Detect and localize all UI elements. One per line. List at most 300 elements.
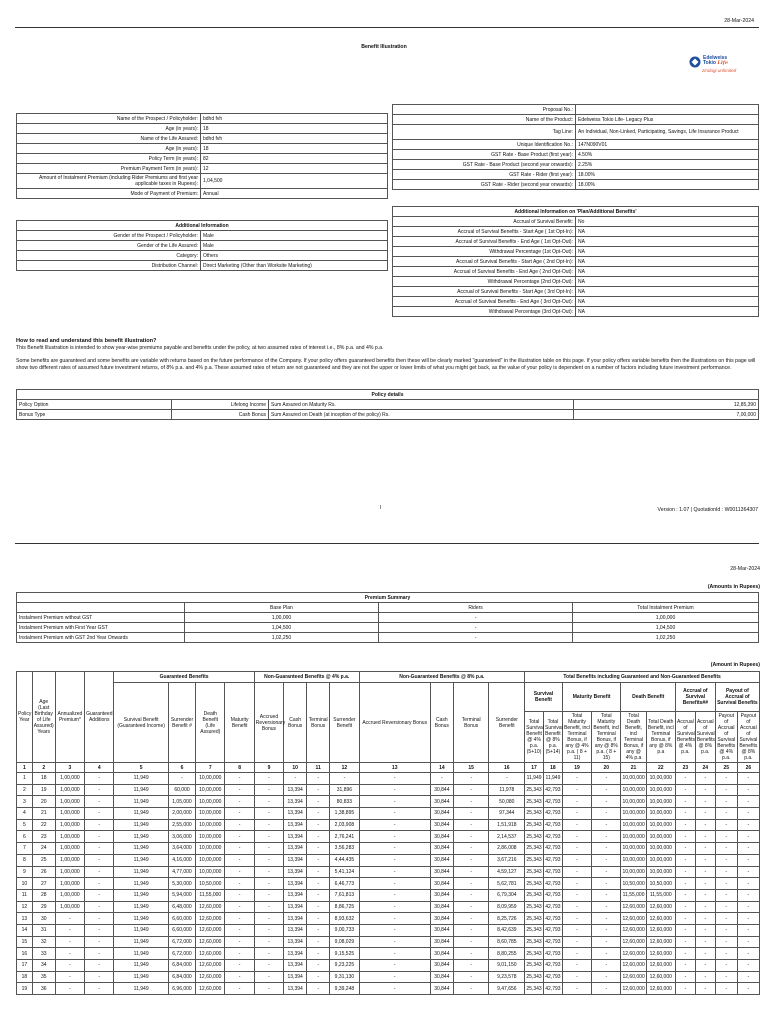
- benefit-header: Age (Last Birthday of Life Assured) Years: [32, 672, 55, 763]
- benefit-cell: 4,77,000: [168, 866, 195, 878]
- benefit-cell: 30,844: [430, 960, 453, 972]
- info-row: [393, 297, 759, 307]
- benefit-cell: -: [359, 936, 430, 948]
- benefit-header: 18: [543, 763, 562, 773]
- benefit-cell: 42,793: [543, 913, 562, 925]
- benefit-cell: -: [225, 971, 254, 983]
- benefit-cell: 1,00,000: [55, 773, 84, 785]
- benefit-cell: -: [453, 878, 489, 890]
- benefit-cell: -: [675, 936, 695, 948]
- benefit-header: Total Maturity Benefit, incl Terminal Bonus, if any @ 4% p.a. ( 8 + 11): [564, 713, 590, 761]
- benefit-cell: 1,00,000: [55, 819, 84, 831]
- benefit-cell: 25,343: [525, 819, 544, 831]
- benefit-cell: -: [55, 983, 84, 995]
- benefit-cell: -: [737, 971, 759, 983]
- info-value: NA: [576, 277, 759, 287]
- info-label: Withdrawal Percentage (3rd Opt-Out):: [393, 307, 576, 317]
- benefit-cell: 30,844: [430, 983, 453, 995]
- benefit-cell: -: [737, 784, 759, 796]
- benefit-cell: -: [592, 924, 621, 936]
- benefit-cell: 6,60,000: [168, 924, 195, 936]
- benefit-cell: 10,50,000: [621, 878, 646, 890]
- benefit-cell: 9,00,733: [330, 924, 359, 936]
- benefit-cell: -: [715, 843, 737, 855]
- benefit-cell: -: [55, 913, 84, 925]
- info-label: Mode of Payment of Premium:: [17, 189, 201, 199]
- table-row: [17, 960, 760, 972]
- benefit-cell: 12,60,000: [621, 936, 646, 948]
- benefit-cell: 42,793: [543, 983, 562, 995]
- info-row: [17, 164, 388, 174]
- benefit-cell: -: [562, 866, 591, 878]
- benefit-cell: -: [254, 796, 283, 808]
- benefit-header: Payout of Accrual of Survival Benefits @ 8% p.a.: [737, 712, 759, 763]
- info-row: [393, 237, 759, 247]
- benefit-cell: 12,60,000: [621, 983, 646, 995]
- benefit-cell: -: [715, 983, 737, 995]
- info-row: [393, 160, 759, 170]
- page-top-rule: [15, 27, 759, 28]
- benefit-cell: 25,343: [525, 831, 544, 843]
- benefit-cell: -: [307, 784, 330, 796]
- page2-date: 28-Mar-2024: [730, 566, 760, 572]
- benefit-cell: -: [592, 948, 621, 960]
- benefit-cell: -: [695, 960, 715, 972]
- benefit-cell: -: [254, 913, 283, 925]
- info-row: [17, 124, 388, 134]
- table-row: [17, 913, 760, 925]
- benefit-cell: 9,47,656: [489, 983, 525, 995]
- benefit-cell: 42,793: [543, 936, 562, 948]
- benefit-cell: 23: [32, 831, 55, 843]
- info-label: Premium Payment Term (in years):: [17, 164, 201, 174]
- proposal-table: [392, 104, 759, 190]
- benefit-cell: 11,949: [114, 948, 168, 960]
- benefit-cell: -: [562, 924, 591, 936]
- benefit-cell: 13,394: [284, 808, 307, 820]
- benefit-cell: -: [592, 901, 621, 913]
- benefit-table: [16, 671, 760, 995]
- benefit-cell: -: [168, 773, 195, 785]
- benefit-cell: -: [715, 913, 737, 925]
- benefit-cell: 10,00,000: [646, 796, 675, 808]
- premium-row: [17, 633, 759, 643]
- benefit-cell: 42,793: [543, 889, 562, 901]
- benefit-cell: -: [225, 901, 254, 913]
- benefit-cell: 10,00,000: [621, 819, 646, 831]
- benefit-cell: -: [85, 878, 114, 890]
- benefit-header: 25: [715, 763, 737, 773]
- benefit-cell: -: [715, 784, 737, 796]
- benefit-cell: 9,15,525: [330, 948, 359, 960]
- benefit-cell: -: [307, 960, 330, 972]
- benefit-header: 6: [168, 763, 195, 773]
- benefit-header: 8: [225, 763, 254, 773]
- benefit-header: Death Benefit: [621, 683, 675, 712]
- benefit-cell: -: [225, 948, 254, 960]
- benefit-cell: -: [254, 901, 283, 913]
- benefit-header: Survival Benefit: [525, 683, 563, 712]
- info-label: GST Rate - Rider (first year):: [393, 170, 576, 180]
- benefit-cell: 10,00,000: [196, 819, 225, 831]
- benefit-cell: 11,949: [114, 983, 168, 995]
- table-row: [17, 878, 760, 890]
- benefit-cell: 8,25,726: [489, 913, 525, 925]
- benefit-cell: 12,60,000: [646, 983, 675, 995]
- info-label: Accrual of Survival Benefits - End Age ( 3rd Opt-Out):: [393, 297, 576, 307]
- benefit-cell: -: [85, 913, 114, 925]
- info-label: GST Rate - Base Product (second year onwards):: [393, 160, 576, 170]
- benefit-cell: -: [695, 924, 715, 936]
- benefit-cell: 42,793: [543, 854, 562, 866]
- info-value: NA: [576, 297, 759, 307]
- info-row: [393, 115, 759, 125]
- benefit-cell: -: [453, 901, 489, 913]
- benefit-cell: 7,61,813: [330, 889, 359, 901]
- benefit-cell: -: [715, 889, 737, 901]
- benefit-header: Cash Bonus: [430, 683, 453, 763]
- table-row: [17, 819, 760, 831]
- benefit-cell: -: [715, 878, 737, 890]
- premium-cell: -: [379, 623, 573, 633]
- benefit-cell: -: [307, 913, 330, 925]
- benefit-cell: -: [307, 843, 330, 855]
- benefit-cell: 10,00,000: [196, 854, 225, 866]
- benefit-cell: 3,56,283: [330, 843, 359, 855]
- benefit-cell: 30,844: [430, 866, 453, 878]
- benefit-header: Guaranteed Additions: [85, 672, 114, 763]
- benefit-header: Accrued Reversionary Bonus: [359, 683, 430, 763]
- benefit-cell: -: [453, 971, 489, 983]
- premium-cell: -: [379, 613, 573, 623]
- benefit-cell: 11,55,000: [621, 889, 646, 901]
- logo-brand: Edelweiss Tokio Life: [703, 55, 729, 67]
- benefit-cell: 28: [32, 889, 55, 901]
- benefit-cell: 42,793: [543, 878, 562, 890]
- benefit-cell: 25,343: [525, 796, 544, 808]
- benefit-cell: 30,844: [430, 901, 453, 913]
- section-title: Additional Information on 'Plan/Additional Benefits': [393, 207, 759, 217]
- how-to-heading: How to read and understand this benefit illustration?: [16, 338, 157, 344]
- benefit-cell: 12: [17, 901, 33, 913]
- benefit-cell: 11,949: [114, 878, 168, 890]
- benefit-cell: -: [284, 773, 307, 785]
- benefit-cell: -: [562, 913, 591, 925]
- benefit-cell: -: [675, 843, 695, 855]
- benefit-cell: 12,60,000: [621, 913, 646, 925]
- benefit-cell: 30: [32, 913, 55, 925]
- premium-cell: -: [379, 633, 573, 643]
- benefit-cell: 10,00,000: [196, 808, 225, 820]
- benefit-cell: -: [254, 773, 283, 785]
- benefit-cell: -: [592, 960, 621, 972]
- benefit-header: Maturity Benefit: [225, 683, 254, 763]
- benefit-cell: 13,394: [284, 948, 307, 960]
- benefit-cell: -: [592, 866, 621, 878]
- benefit-header: 19: [562, 763, 591, 773]
- benefit-cell: 6,96,000: [168, 983, 195, 995]
- benefit-cell: -: [737, 843, 759, 855]
- table-row: [17, 936, 760, 948]
- page1-date: 28-Mar-2024: [724, 18, 754, 24]
- benefit-cell: -: [225, 819, 254, 831]
- benefit-cell: -: [675, 831, 695, 843]
- table-row: [17, 854, 760, 866]
- benefit-cell: 42,793: [543, 960, 562, 972]
- benefit-cell: 30,844: [430, 819, 453, 831]
- benefit-header: Total Survival Benefit @ 4% p.a. (5+10): [525, 712, 544, 763]
- benefit-cell: 12,60,000: [646, 924, 675, 936]
- benefit-cell: -: [695, 854, 715, 866]
- benefit-cell: 25,343: [525, 913, 544, 925]
- benefit-cell: -: [562, 843, 591, 855]
- benefit-header: 3: [55, 763, 84, 773]
- benefit-cell: 17: [17, 960, 33, 972]
- benefit-cell: -: [85, 924, 114, 936]
- benefit-cell: 12,60,000: [196, 960, 225, 972]
- benefit-cell: 4: [17, 808, 33, 820]
- benefit-cell: -: [453, 843, 489, 855]
- premium-summary-table: [16, 592, 759, 643]
- info-value: 4.50%: [576, 150, 759, 160]
- benefit-cell: -: [675, 784, 695, 796]
- benefit-cell: -: [453, 831, 489, 843]
- benefit-cell: -: [675, 971, 695, 983]
- benefit-cell: 25,343: [525, 901, 544, 913]
- benefit-cell: 22: [32, 819, 55, 831]
- benefit-cell: 10,00,000: [646, 819, 675, 831]
- benefit-cell: -: [85, 948, 114, 960]
- benefit-cell: 12,60,000: [646, 936, 675, 948]
- benefit-header: Total Death Benefit, incl Terminal Bonus, if any @ 8% p.a: [646, 712, 675, 763]
- benefit-cell: -: [592, 913, 621, 925]
- benefit-cell: -: [359, 983, 430, 995]
- benefit-cell: 11,949: [114, 971, 168, 983]
- benefit-cell: 1,00,000: [55, 796, 84, 808]
- benefit-cell: -: [695, 948, 715, 960]
- benefit-header: Surrender Benefit #: [168, 683, 195, 763]
- benefit-header: Accrued Reversionary Bonus: [254, 683, 283, 763]
- info-label: Tag Line:: [393, 125, 576, 140]
- benefit-cell: -: [675, 819, 695, 831]
- benefit-cell: 42,793: [543, 843, 562, 855]
- benefit-cell: -: [562, 773, 591, 785]
- info-value: 18.00%: [576, 180, 759, 190]
- prospect-table: [16, 113, 388, 199]
- premium-header: Base Plan: [184, 603, 378, 613]
- benefit-header: Guaranteed Benefits: [114, 672, 254, 683]
- benefit-cell: 42,793: [543, 784, 562, 796]
- benefit-cell: -: [562, 889, 591, 901]
- premium-cell: 1,02,250: [184, 633, 378, 643]
- benefit-cell: -: [715, 901, 737, 913]
- benefit-header: 15: [453, 763, 489, 773]
- benefit-cell: 12,60,000: [646, 971, 675, 983]
- benefit-cell: -: [562, 796, 591, 808]
- benefit-cell: 30,844: [430, 971, 453, 983]
- premium-header: Riders: [379, 603, 573, 613]
- benefit-cell: -: [592, 796, 621, 808]
- benefit-header: 10: [284, 763, 307, 773]
- benefit-cell: -: [695, 901, 715, 913]
- benefit-cell: -: [562, 983, 591, 995]
- benefit-cell: 1: [17, 773, 33, 785]
- benefit-header: Accrual of Survival Benefits @ 8% p.a.: [695, 712, 715, 763]
- info-value: [576, 105, 759, 115]
- info-label: Name of the Product:: [393, 115, 576, 125]
- premium-cell: Instalment Premium with First Year GST: [17, 623, 185, 633]
- benefit-cell: -: [675, 948, 695, 960]
- logo-tagline: zindagi unlimited: [702, 68, 737, 73]
- benefit-cell: 10,00,000: [646, 866, 675, 878]
- version-line: Version : 1.07 | QuotationId : W0011364307: [657, 507, 758, 513]
- benefit-cell: 9,31,130: [330, 971, 359, 983]
- benefit-cell: 11,949: [114, 936, 168, 948]
- info-label: Accrual of Survival Benefits - Start Age ( 1st Opt-In):: [393, 227, 576, 237]
- benefit-cell: 12,60,000: [196, 924, 225, 936]
- table-row: [17, 924, 760, 936]
- benefit-cell: 30,844: [430, 924, 453, 936]
- benefit-cell: 42,793: [543, 924, 562, 936]
- benefit-cell: -: [737, 796, 759, 808]
- benefit-cell: 2,14,537: [489, 831, 525, 843]
- benefit-cell: 13,394: [284, 843, 307, 855]
- benefit-cell: 13,394: [284, 878, 307, 890]
- table-row: [17, 831, 760, 843]
- benefit-cell: -: [225, 878, 254, 890]
- benefit-cell: 9,08,029: [330, 936, 359, 948]
- info-value: Male: [201, 241, 388, 251]
- benefit-cell: -: [359, 854, 430, 866]
- policy-cell: Sum Assured on Death (at inception of the policy) Rs.: [269, 410, 574, 420]
- benefit-cell: 4,59,127: [489, 866, 525, 878]
- benefit-header: Surrender Benefit: [489, 683, 525, 763]
- benefit-header: 16: [489, 763, 525, 773]
- info-value: No: [576, 217, 759, 227]
- premium-row: [17, 623, 759, 633]
- benefit-cell: -: [225, 960, 254, 972]
- benefit-cell: 30,844: [430, 948, 453, 960]
- benefit-cell: 13,394: [284, 784, 307, 796]
- benefit-cell: 1,00,000: [55, 831, 84, 843]
- benefit-cell: -: [592, 819, 621, 831]
- table-row: [17, 784, 760, 796]
- benefit-header: 2: [32, 763, 55, 773]
- benefit-header: 9: [254, 763, 283, 773]
- benefit-cell: 13,394: [284, 819, 307, 831]
- benefit-cell: 12,60,000: [196, 948, 225, 960]
- benefit-header: 4: [85, 763, 114, 773]
- benefit-header: Payout of Accrual of Survival Benefits @ 4% p.a.: [717, 713, 736, 761]
- info-label: Accrual of Survival Benefit:: [393, 217, 576, 227]
- benefit-cell: -: [307, 773, 330, 785]
- benefit-cell: -: [307, 796, 330, 808]
- benefit-cell: -: [254, 924, 283, 936]
- benefit-cell: -: [55, 936, 84, 948]
- benefit-cell: -: [562, 819, 591, 831]
- premium-cell: 1,04,500: [184, 623, 378, 633]
- benefit-cell: -: [715, 924, 737, 936]
- benefit-cell: -: [592, 854, 621, 866]
- benefit-cell: 15: [17, 936, 33, 948]
- info-label: Age (in years):: [17, 144, 201, 154]
- benefit-cell: -: [307, 866, 330, 878]
- benefit-header: Non-Guaranteed Benefits @ 4% p.a.: [254, 672, 359, 683]
- benefit-cell: 8,60,785: [489, 936, 525, 948]
- benefit-cell: -: [225, 983, 254, 995]
- benefit-cell: 1,38,895: [330, 808, 359, 820]
- benefit-cell: -: [359, 866, 430, 878]
- benefit-cell: 18: [32, 773, 55, 785]
- additional-info-table: [16, 220, 388, 271]
- benefit-cell: -: [225, 773, 254, 785]
- benefit-cell: -: [453, 854, 489, 866]
- benefit-cell: -: [453, 819, 489, 831]
- benefit-header: 12: [330, 763, 359, 773]
- benefit-cell: 14: [17, 924, 33, 936]
- benefit-cell: 10,00,000: [646, 773, 675, 785]
- benefit-cell: 12,60,000: [621, 948, 646, 960]
- benefit-cell: -: [225, 784, 254, 796]
- benefit-cell: 10,00,000: [621, 866, 646, 878]
- info-row: [17, 241, 388, 251]
- benefit-cell: -: [225, 866, 254, 878]
- benefit-cell: -: [55, 924, 84, 936]
- benefit-cell: -: [85, 889, 114, 901]
- benefit-cell: 13,394: [284, 913, 307, 925]
- benefit-cell: -: [695, 878, 715, 890]
- benefit-cell: -: [254, 831, 283, 843]
- benefit-cell: 9,23,225: [330, 960, 359, 972]
- info-value: NA: [576, 267, 759, 277]
- benefit-cell: -: [562, 960, 591, 972]
- benefit-cell: -: [254, 983, 283, 995]
- benefit-cell: -: [675, 854, 695, 866]
- benefit-cell: 11,949: [543, 773, 562, 785]
- benefit-cell: 32: [32, 936, 55, 948]
- info-row: [17, 134, 388, 144]
- benefit-cell: -: [675, 866, 695, 878]
- benefit-cell: 4,44,435: [330, 854, 359, 866]
- table-row: [17, 773, 760, 785]
- benefit-cell: 1,00,000: [55, 901, 84, 913]
- benefit-cell: -: [737, 936, 759, 948]
- benefit-cell: 11,949: [114, 901, 168, 913]
- benefit-cell: -: [85, 784, 114, 796]
- company-logo: [688, 55, 754, 77]
- benefit-cell: -: [254, 971, 283, 983]
- info-value: Annual: [201, 189, 388, 199]
- benefit-cell: -: [330, 773, 359, 785]
- page2-top-rule: [15, 543, 759, 544]
- benefit-cell: 10,00,000: [621, 843, 646, 855]
- benefit-cell: 10,00,000: [646, 808, 675, 820]
- info-row: [393, 247, 759, 257]
- benefit-cell: -: [695, 913, 715, 925]
- benefit-cell: 42,793: [543, 808, 562, 820]
- benefit-cell: -: [592, 889, 621, 901]
- benefit-cell: 12,60,000: [646, 913, 675, 925]
- benefit-cell: -: [737, 948, 759, 960]
- benefit-header: Death Benefit (Life Assured): [196, 683, 225, 763]
- benefit-cell: -: [359, 796, 430, 808]
- info-value: Direct Marketing (Other than Worksite Marketing): [201, 261, 388, 271]
- benefit-cell: -: [675, 913, 695, 925]
- benefit-cell: 2: [17, 784, 33, 796]
- benefit-cell: 8,80,255: [489, 948, 525, 960]
- premium-cell: 1,04,500: [573, 623, 759, 633]
- benefit-cell: 12,60,000: [196, 913, 225, 925]
